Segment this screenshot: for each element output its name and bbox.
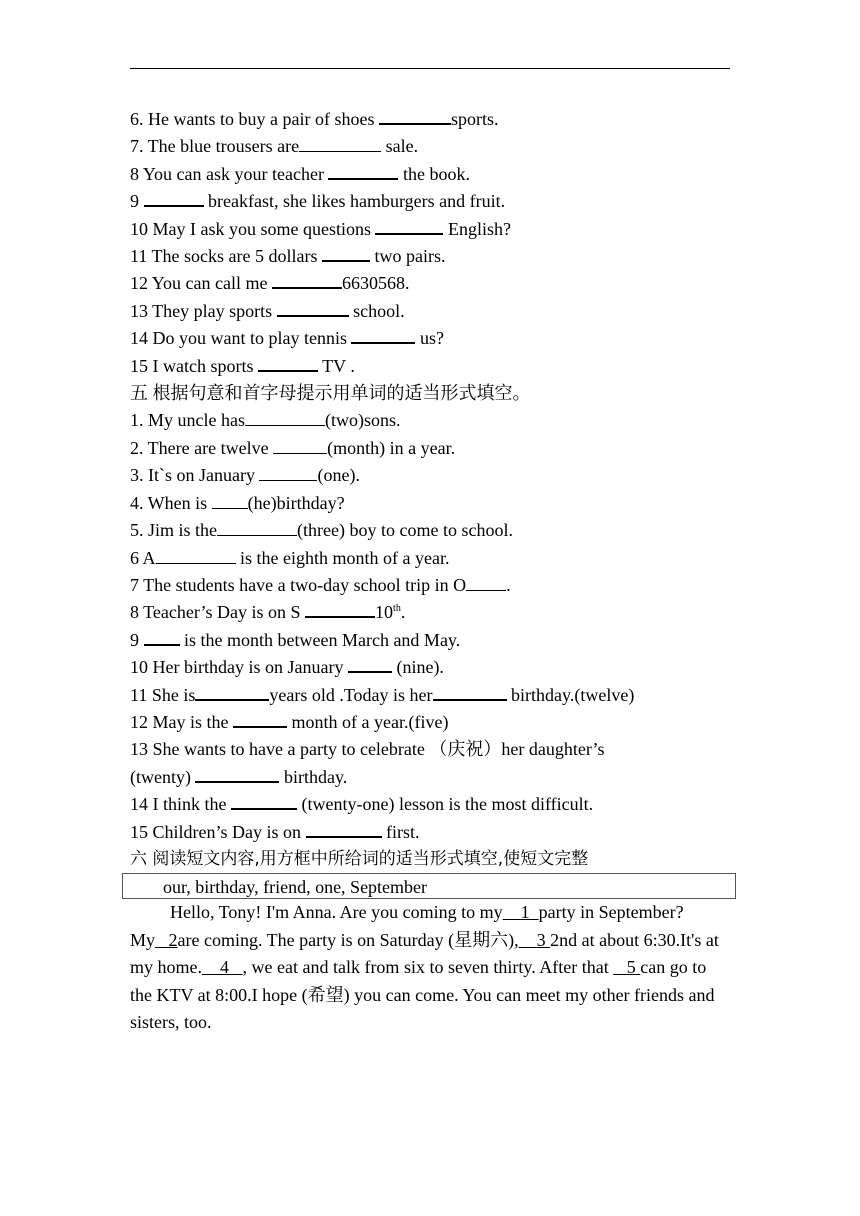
question-line: 14 Do you want to play tennis us? <box>130 328 444 349</box>
question-line: 13 They play sports school. <box>130 300 405 321</box>
question-line: 8 You can ask your teacher the book. <box>130 163 470 184</box>
header-rule <box>130 68 730 69</box>
question-line: 6. He wants to buy a pair of shoes sports. <box>130 109 499 129</box>
question-line: 9 is the month between March and May. <box>130 629 461 650</box>
section-heading: 五 根据句意和首字母提示用单词的适当形式填空。 <box>130 383 531 404</box>
passage: Hello, Tony! I'm Anna. Are you coming to my 1 party in September? My 2are coming. The party is on Saturday (星期六), 3 2nd at about 6:30.It's at my home. 4 , we eat and talk from six to seven thirty. After that 5 can go to the KTV at 8:00.I hope (希望) you can come. You can meet my other friends and sisters, too. <box>130 902 719 1032</box>
question-line: 9 breakfast, she likes hamburgers and fruit. <box>130 191 506 212</box>
question-line: 2. There are twelve (month) in a year. <box>130 437 456 458</box>
question-line: 7 The students have a two-day school trip in O . <box>130 574 511 595</box>
question-line: 11 She is years old .Today is her birthday.(twelve) <box>130 684 635 705</box>
section-heading: 六 阅读短文内容,用方框中所给词的适当形式填空,使短文完整 <box>130 848 589 869</box>
question-line: 3. It`s on January (one). <box>130 465 360 486</box>
question-line: 5. Jim is the (three) boy to come to school. <box>130 520 513 541</box>
question-line: 13 She wants to have a party to celebrate （庆祝）her daughter’s <box>130 739 605 760</box>
question-line: 8 Teacher’s Day is on S 10th. <box>130 602 406 623</box>
question-line: 1. My uncle has (two)sons. <box>130 410 401 431</box>
question-line: 12 May is the month of a year.(five) <box>130 711 449 732</box>
question-line: 14 I think the (twenty-one) lesson is the most difficult. <box>130 794 594 815</box>
worksheet-content <box>130 106 740 1036</box>
question-line: 15 Children’s Day is on first. <box>130 821 420 842</box>
question-line: 6 A is the eighth month of a year. <box>130 547 450 568</box>
question-line: (twenty) birthday. <box>130 766 348 787</box>
question-line: 10 May I ask you some questions English? <box>130 218 511 239</box>
question-line: 15 I watch sports TV . <box>130 355 355 376</box>
question-line: 10 Her birthday is on January (nine). <box>130 657 444 678</box>
question-line: 12 You can call me 6630568. <box>130 273 410 294</box>
question-line: 4. When is (he)birthday? <box>130 492 345 513</box>
word-box: our, birthday, friend, one, September <box>122 873 736 899</box>
question-line: 7. The blue trousers are sale. <box>130 136 419 157</box>
question-line: 11 The socks are 5 dollars two pairs. <box>130 246 446 267</box>
